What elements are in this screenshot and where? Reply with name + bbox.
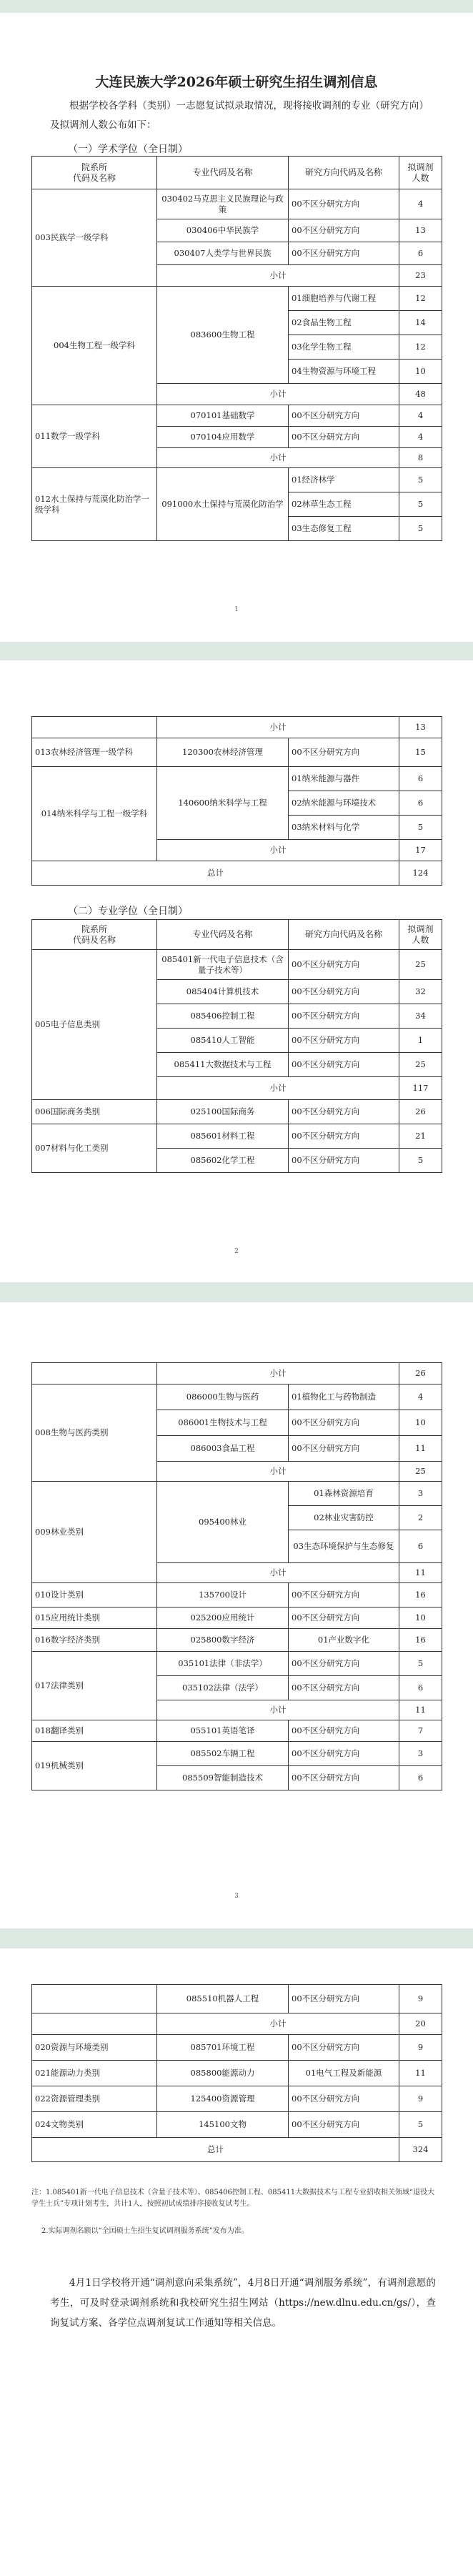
blank-cell	[32, 2013, 157, 2035]
count-cell: 3	[399, 1482, 442, 1506]
direction-cell: 00不区分研究方向	[289, 2035, 399, 2061]
subtotal-label: 小计	[157, 1077, 399, 1100]
major-cell: 085510机器人工程	[157, 1985, 289, 2013]
count-cell: 11	[399, 2061, 442, 2086]
table-row	[32, 468, 442, 492]
page-gap	[0, 1928, 473, 1948]
major-cell: 085502车辆工程	[157, 1742, 289, 1766]
direction-cell: 01细胞培养与代谢工程	[289, 287, 399, 311]
subtotal-label: 小计	[157, 1563, 399, 1583]
direction-cell: 00不区分研究方向	[289, 1985, 399, 2013]
table-row	[32, 1720, 442, 1742]
table-header-row	[32, 920, 442, 950]
major-cell: 083600生物工程	[157, 287, 289, 384]
major-cell: 135700设计	[157, 1583, 289, 1607]
direction-cell: 03化学生物工程	[289, 335, 399, 360]
direction-cell: 02林业灾害防控	[289, 1506, 399, 1530]
blank-cell	[32, 717, 157, 738]
direction-cell: 00不区分研究方向	[289, 950, 399, 980]
major-cell: 145100文物	[157, 2112, 289, 2138]
subtotal-label: 小计	[157, 1700, 399, 1720]
intro-paragraph: 根据学校各学科（类别）一志愿复试拟录取情况，现将接收调剂的专业（研究方向）及拟调剂人数公布如下：	[50, 100, 429, 131]
count-cell: 25	[399, 1053, 442, 1077]
page-gap	[0, 0, 473, 13]
total-value: 324	[399, 2138, 442, 2162]
count-cell: 5	[399, 2112, 442, 2138]
major-cell: 085800能源动力	[157, 2061, 289, 2086]
subtotal-value: 23	[399, 265, 442, 287]
count-cell: 6	[399, 1530, 442, 1563]
table-row	[32, 950, 442, 980]
subtotal-value: 8	[399, 448, 442, 468]
subtotal-label: 小计	[157, 448, 399, 468]
count-cell: 6	[399, 791, 442, 816]
blank-cell	[32, 1363, 157, 1384]
table-row	[32, 2061, 442, 2086]
blank-cell	[32, 1985, 157, 2013]
academic-degree-table	[31, 156, 442, 541]
dept-cell: 017法律类别	[32, 1652, 157, 1720]
table-row	[32, 1629, 442, 1652]
table-row	[32, 1607, 442, 1629]
count-cell: 5	[399, 492, 442, 517]
major-cell: 091000水土保持与荒漠化防治学	[157, 468, 289, 541]
col-header-major: 专业代码及名称	[157, 157, 289, 189]
dept-cell: 012水土保持与荒漠化防治学一级学科	[32, 468, 157, 541]
major-cell: 025100国际商务	[157, 1100, 289, 1124]
table-row	[32, 189, 442, 219]
count-cell: 9	[399, 2086, 442, 2112]
count-cell: 12	[399, 287, 442, 311]
count-cell: 14	[399, 311, 442, 335]
major-cell: 085406控制工程	[157, 1004, 289, 1029]
professional-degree-table	[31, 919, 442, 1173]
section-professional-heading: （二）专业学位（全日制）	[68, 906, 188, 917]
subtotal-value: 48	[399, 384, 442, 405]
major-cell: 086001生物技术与工程	[157, 1410, 289, 1436]
page-gap	[0, 1282, 473, 1302]
dept-cell: 022资源管理类别	[32, 2086, 157, 2112]
footnote-1: 注：1.085401新一代电子信息技术（含量子技术等）、085406控制工程、085411大数据技术与工程专业招收相关领域“退役大学生士兵”专项计划考生，共计1人，按照初试成绩排序接收复试考生。	[31, 2189, 435, 2208]
count-cell: 5	[399, 468, 442, 492]
count-cell: 26	[399, 1100, 442, 1124]
count-cell: 4	[399, 189, 442, 219]
dept-cell: 011数学一级学科	[32, 405, 157, 468]
subtotal-value: 13	[399, 717, 442, 738]
dept-cell: 020资源与环境类别	[32, 2035, 157, 2061]
major-cell: 055101英语笔译	[157, 1720, 289, 1742]
dept-cell: 015应用统计类别	[32, 1607, 157, 1629]
major-cell: 025800数字经济	[157, 1629, 289, 1652]
subtotal-label: 小计	[157, 1363, 399, 1384]
direction-cell: 01植物化工与药物制造	[289, 1384, 399, 1410]
table-row	[32, 1985, 442, 2013]
count-cell: 9	[399, 2035, 442, 2061]
subtotal-value: 17	[399, 840, 442, 861]
count-cell: 4	[399, 427, 442, 448]
dept-cell: 013农林经济管理一级学科	[32, 738, 157, 767]
subtotal-value: 11	[399, 1563, 442, 1583]
col-header-direction: 研究方向代码及名称	[289, 920, 399, 950]
subtotal-row	[32, 717, 442, 738]
direction-cell: 00不区分研究方向	[289, 1124, 399, 1149]
section-academic-heading: （一）学术学位（全日制）	[68, 144, 188, 155]
dept-cell: 024文物类别	[32, 2112, 157, 2138]
total-label: 总计	[32, 861, 399, 886]
table-row	[32, 1652, 442, 1676]
major-cell: 025200应用统计	[157, 1607, 289, 1629]
academic-degree-table-continued	[31, 716, 442, 886]
direction-cell: 00不区分研究方向	[289, 242, 399, 265]
direction-cell: 00不区分研究方向	[289, 405, 399, 427]
table-row	[32, 1100, 442, 1124]
major-cell: 070104应用数学	[157, 427, 289, 448]
direction-cell: 00不区分研究方向	[289, 1100, 399, 1124]
subtotal-label: 小计	[157, 2013, 399, 2035]
major-cell: 070101基础数学	[157, 405, 289, 427]
direction-cell: 00不区分研究方向	[289, 1766, 399, 1790]
col-header-count: 拟调剂 人数	[399, 920, 442, 950]
major-cell: 030407人类学与世界民族	[157, 242, 289, 265]
subtotal-value: 117	[399, 1077, 442, 1100]
direction-cell: 01电气工程及新能源	[289, 2061, 399, 2086]
count-cell: 2	[399, 1506, 442, 1530]
dept-cell: 006国际商务类别	[32, 1100, 157, 1124]
direction-cell: 00不区分研究方向	[289, 1149, 399, 1173]
page-number: 1	[234, 606, 239, 613]
count-cell: 5	[399, 1149, 442, 1173]
table-row	[32, 287, 442, 311]
dept-cell: 014纳米科学与工程一级学科	[32, 767, 157, 861]
count-cell: 3	[399, 1742, 442, 1766]
subtotal-label: 小计	[157, 840, 399, 861]
table-row	[32, 767, 442, 791]
major-cell: 085401新一代电子信息技术（含量子技术等）	[157, 950, 289, 980]
count-cell: 9	[399, 1985, 442, 2013]
direction-cell: 01经济林学	[289, 468, 399, 492]
dept-cell: 018翻译类别	[32, 1720, 157, 1742]
major-cell: 085601材料工程	[157, 1124, 289, 1149]
direction-cell: 00不区分研究方向	[289, 1720, 399, 1742]
direction-cell: 00不区分研究方向	[289, 2112, 399, 2138]
direction-cell: 00不区分研究方向	[289, 1652, 399, 1676]
major-cell: 085509智能制造技术	[157, 1766, 289, 1790]
col-header-dept: 院系所 代码及名称	[32, 157, 157, 189]
dept-cell: 003民族学一级学科	[32, 189, 157, 287]
count-cell: 5	[399, 517, 442, 541]
col-header-dept: 院系所 代码及名称	[32, 920, 157, 950]
dept-cell: 005电子信息类别	[32, 950, 157, 1100]
table-row	[32, 1482, 442, 1506]
total-row	[32, 861, 442, 886]
count-cell: 6	[399, 242, 442, 265]
subtotal-value: 26	[399, 1363, 442, 1384]
direction-cell: 01产业数字化	[289, 1629, 399, 1652]
direction-cell: 00不区分研究方向	[289, 189, 399, 219]
col-header-count: 拟调剂 人数	[399, 157, 442, 189]
subtotal-value: 25	[399, 1462, 442, 1482]
subtotal-value: 11	[399, 1700, 442, 1720]
direction-cell: 01纳米能源与器件	[289, 767, 399, 791]
count-cell: 5	[399, 1652, 442, 1676]
direction-cell: 00不区分研究方向	[289, 1436, 399, 1462]
total-row	[32, 2138, 442, 2162]
direction-cell: 00不区分研究方向	[289, 1676, 399, 1700]
table-row	[32, 2112, 442, 2138]
closing-paragraph: 4月1日学校将开通“调剂意向采集系统”，4月8日开通“调剂服务系统”，有调剂意愿的考生，可及时登录调剂系统和我校研究生招生网站（https://new.dlnu.edu.cn/gs/），查询复试方案、各学位点调剂复试工作通知等相关信息。	[50, 2277, 436, 2329]
dept-cell: 004生物工程一级学科	[32, 287, 157, 405]
major-cell: 085701环境工程	[157, 2035, 289, 2061]
table-row	[32, 1742, 442, 1766]
direction-cell: 00不区分研究方向	[289, 2086, 399, 2112]
major-cell: 030402马克思主义民族理论与政策	[157, 189, 289, 219]
major-cell: 085404计算机技术	[157, 980, 289, 1004]
major-cell: 035102法律（法学）	[157, 1676, 289, 1700]
count-cell: 6	[399, 1766, 442, 1790]
table-row	[32, 1124, 442, 1149]
dept-cell: 008生物与医药类别	[32, 1384, 157, 1482]
major-cell: 085411大数据技术与工程	[157, 1053, 289, 1077]
dept-cell: 019机械类别	[32, 1742, 157, 1790]
major-cell: 086000生物与医药	[157, 1384, 289, 1410]
dept-cell: 009林业类别	[32, 1482, 157, 1583]
major-cell: 085602化学工程	[157, 1149, 289, 1173]
count-cell: 13	[399, 219, 442, 242]
major-cell: 120300农林经济管理	[157, 738, 289, 767]
dept-cell: 007材料与化工类别	[32, 1124, 157, 1173]
count-cell: 21	[399, 1124, 442, 1149]
footnote-2: 2.实际调剂名额以“全国硕士生招生复试调剂服务系统”发布为准。	[41, 2227, 249, 2235]
count-cell: 32	[399, 980, 442, 1004]
count-cell: 15	[399, 738, 442, 767]
direction-cell: 02林草生态工程	[289, 492, 399, 517]
direction-cell: 04生物资源与环境工程	[289, 360, 399, 384]
subtotal-label: 小计	[157, 265, 399, 287]
major-cell: 030406中华民族学	[157, 219, 289, 242]
table-row	[32, 1384, 442, 1410]
subtotal-row	[32, 2013, 442, 2035]
direction-cell: 00不区分研究方向	[289, 1583, 399, 1607]
direction-cell: 02食品生物工程	[289, 311, 399, 335]
direction-cell: 01森林资源培育	[289, 1482, 399, 1506]
major-cell: 125400资源管理	[157, 2086, 289, 2112]
major-cell: 035101法律（非法学）	[157, 1652, 289, 1676]
col-header-major: 专业代码及名称	[157, 920, 289, 950]
subtotal-row	[32, 1363, 442, 1384]
page-number: 2	[234, 1248, 239, 1255]
major-cell: 095400林业	[157, 1482, 289, 1563]
dept-cell: 010设计类别	[32, 1583, 157, 1607]
professional-degree-table-final	[31, 1984, 442, 2162]
direction-cell: 03生态修复工程	[289, 517, 399, 541]
direction-cell: 00不区分研究方向	[289, 1004, 399, 1029]
table-row	[32, 405, 442, 427]
direction-cell: 00不区分研究方向	[289, 980, 399, 1004]
count-cell: 34	[399, 1004, 442, 1029]
count-cell: 10	[399, 1410, 442, 1436]
document-title: 大连民族大学2026年硕士研究生招生调剂信息	[95, 74, 378, 90]
table-row	[32, 2035, 442, 2061]
direction-cell: 00不区分研究方向	[289, 427, 399, 448]
major-cell: 140600纳米科学与工程	[157, 767, 289, 840]
major-cell: 085410人工智能	[157, 1029, 289, 1053]
count-cell: 12	[399, 335, 442, 360]
count-cell: 16	[399, 1583, 442, 1607]
table-row	[32, 2086, 442, 2112]
total-value: 124	[399, 861, 442, 886]
count-cell: 5	[399, 816, 442, 840]
count-cell: 10	[399, 360, 442, 384]
table-header-row	[32, 157, 442, 189]
subtotal-label: 小计	[157, 717, 399, 738]
page-number: 3	[234, 1893, 239, 1900]
col-header-direction: 研究方向代码及名称	[289, 157, 399, 189]
direction-cell: 03生态环境保护与生态修复	[289, 1530, 399, 1563]
count-cell: 11	[399, 1436, 442, 1462]
direction-cell: 00不区分研究方向	[289, 1410, 399, 1436]
major-cell: 086003食品工程	[157, 1436, 289, 1462]
subtotal-value: 20	[399, 2013, 442, 2035]
direction-cell: 00不区分研究方向	[289, 219, 399, 242]
direction-cell: 00不区分研究方向	[289, 1742, 399, 1766]
direction-cell: 03纳米材料与化学	[289, 816, 399, 840]
total-label: 总计	[32, 2138, 399, 2162]
count-cell: 4	[399, 1384, 442, 1410]
direction-cell: 00不区分研究方向	[289, 1029, 399, 1053]
direction-cell: 02纳米能源与环境技术	[289, 791, 399, 816]
direction-cell: 00不区分研究方向	[289, 1607, 399, 1629]
table-row	[32, 738, 442, 767]
count-cell: 25	[399, 950, 442, 980]
count-cell: 16	[399, 1629, 442, 1652]
subtotal-label: 小计	[157, 384, 399, 405]
subtotal-label: 小计	[157, 1462, 399, 1482]
page-gap	[0, 642, 473, 660]
professional-degree-table-continued	[31, 1362, 442, 1790]
count-cell: 4	[399, 405, 442, 427]
direction-cell: 00不区分研究方向	[289, 738, 399, 767]
count-cell: 1	[399, 1029, 442, 1053]
count-cell: 7	[399, 1720, 442, 1742]
count-cell: 6	[399, 1676, 442, 1700]
dept-cell: 021能源动力类别	[32, 2061, 157, 2086]
count-cell: 10	[399, 1607, 442, 1629]
direction-cell: 00不区分研究方向	[289, 1053, 399, 1077]
dept-cell: 016数字经济类别	[32, 1629, 157, 1652]
count-cell: 6	[399, 767, 442, 791]
table-row	[32, 1583, 442, 1607]
